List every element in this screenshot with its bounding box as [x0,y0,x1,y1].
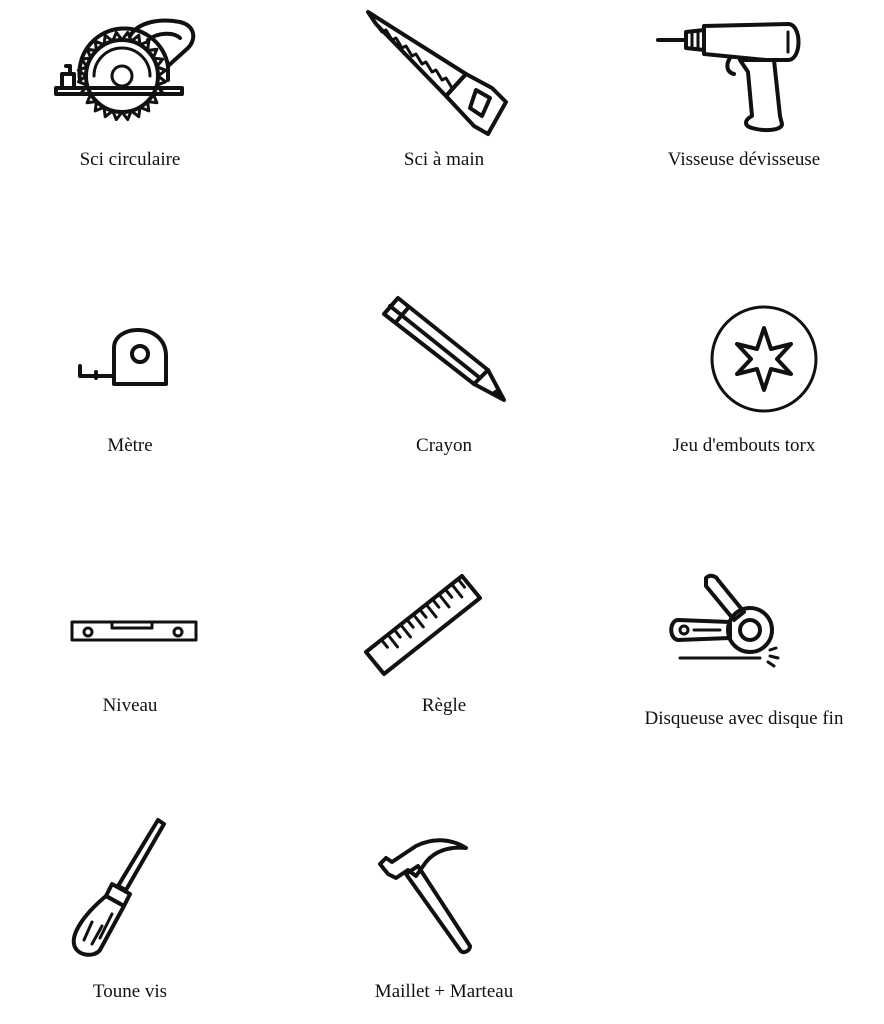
torx-bit-icon [706,306,822,412]
tool-label: Maillet + Marteau [374,981,514,1002]
tool-label: Toune vis [92,981,168,1002]
tool-label: Niveau [102,695,158,716]
spirit-level-icon [70,618,198,644]
tool-label: Mètre [107,435,153,456]
tool-label: Visseuse dévisseuse [667,149,821,170]
circular-saw-icon [50,14,200,124]
pencil-icon [380,294,510,404]
hand-saw-icon [362,8,512,138]
tool-label: Crayon [416,435,472,456]
hammer-icon [376,836,476,954]
tape-measure-icon [74,326,174,390]
tool-label: Sci circulaire [79,149,181,170]
screwdriver-icon [70,814,170,960]
cordless-drill-icon [656,20,806,136]
angle-grinder-icon [664,572,784,668]
tool-label: Disqueuse avec disque fin [644,708,844,729]
ruler-icon [362,572,482,678]
tool-label: Sci à main [403,149,485,170]
tool-label: Jeu d'embouts torx [672,435,816,456]
tool-label: Règle [421,695,467,716]
